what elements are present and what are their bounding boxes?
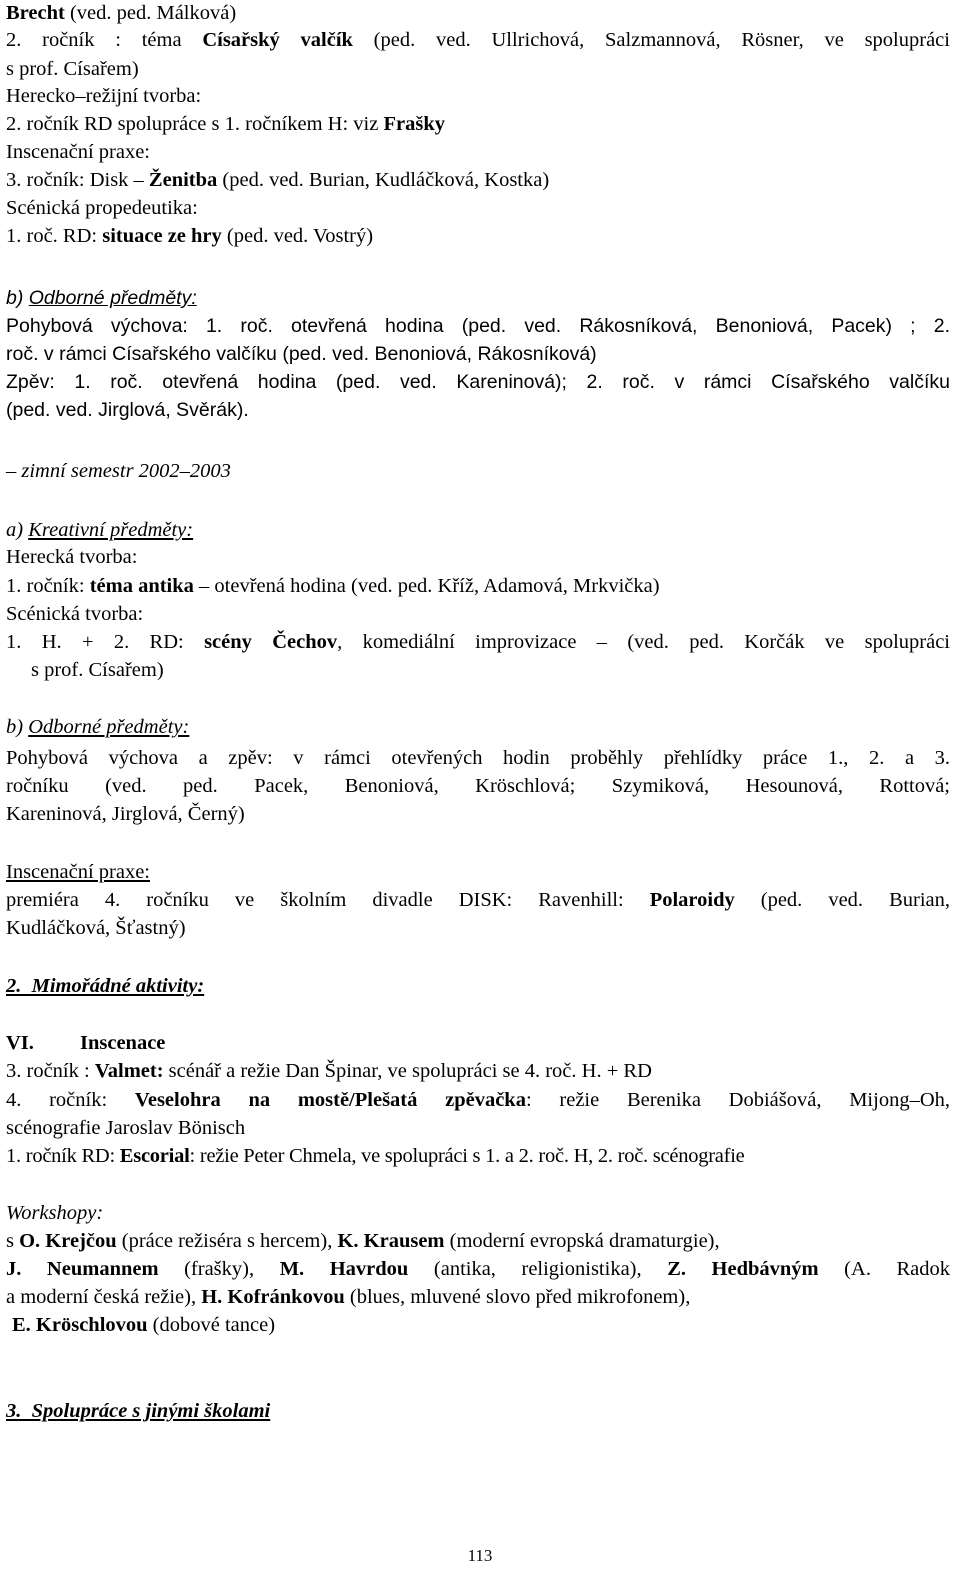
text-line: Kudláčková, Šťastný) (6, 917, 186, 939)
text-line: s prof. Císařem) (6, 58, 139, 80)
text-line: Kareninová, Jirglová, Černý) (6, 803, 245, 825)
text-line: Pohybová výchova a zpěv: v rámci otevřených hodin proběhly přehlídky práce 1., 2. a 3. (6, 747, 950, 769)
text-line: s prof. Císařem) (31, 659, 164, 681)
text-line: (ped. ved. Jirglová, Svěrák). (6, 399, 249, 421)
text-line: 4. ročník: Veselohra na mostě/Plešatá zpěvačka: režie Berenika Dobiášová, Mijong–Oh, (6, 1089, 951, 1111)
text-line: 2. ročník RD spolupráce s 1. ročníkem H: viz Frašky (6, 113, 445, 135)
text-line: Pohybová výchova: 1. roč. otevřená hodina (ped. ved. Rákosníková, Benoniová, Pacek) ; 2. (6, 315, 950, 337)
text-line: Zpěv: 1. roč. otevřená hodina (ped. ved. Kareninová); 2. roč. v rámci Císařského valčíku (6, 371, 950, 393)
text-line: E. Kröschlovou (dobové tance) (12, 1314, 276, 1336)
subsection-heading: b) Odborné předměty: (6, 287, 197, 309)
text-line: scénografie Jaroslav Bönisch (6, 1117, 246, 1139)
section-heading: VI. Inscenace (6, 1032, 166, 1054)
text-line: 1. roč. RD: situace ze hry (ped. ved. Vostrý) (6, 225, 374, 247)
text-line: roč. v rámci Císařského valčíku (ped. ved. Benoniová, Rákosníková) (6, 343, 597, 365)
text-line: 1. ročník RD: Escorial: režie Peter Chmela, ve spolupráci s 1. a 2. roč. H, 2. roč. scénografie (6, 1145, 745, 1167)
text-line: Herecko–režijní tvorba: (6, 85, 202, 107)
section-heading: 2. Mimořádné aktivity: (6, 975, 205, 997)
section-label: Scénická tvorba: (6, 603, 144, 625)
section-label: Herecká tvorba: (6, 546, 138, 568)
section-label: Inscenační praxe: (6, 141, 150, 163)
text-line: 3. ročník: Disk – Ženitba (ped. ved. Burian, Kudláčková, Kostka) (6, 169, 550, 191)
text-line: 2. ročník : téma Císařský valčík (ped. ved. Ullrichová, Salzmannová, Rösner, ve spolupráci (6, 29, 950, 51)
text-line: 1. ročník: téma antika – otevřená hodina (ved. ped. Kříž, Adamová, Mrkvička) (6, 575, 660, 597)
section-label: Scénická propedeutika: (6, 197, 198, 219)
page-number: 113 (467, 1546, 493, 1565)
text-line: a moderní česká režie), H. Kofránkovou (blues, mluvené slovo před mikrofonem), (6, 1286, 691, 1308)
text-line: ročníku (ved. ped. Pacek, Benoniová, Kröschlová; Szymiková, Hesounová, Rottová; (6, 775, 950, 797)
text-line: 3. ročník : Valmet: scénář a režie Dan Špinar, ve spolupráci se 4. roč. H. + RD (6, 1060, 652, 1082)
text-line: 1. H. + 2. RD: scény Čechov, komediální improvizace – (ved. ped. Korčák ve spolupráci (6, 631, 951, 653)
text-line: premiéra 4. ročníku ve školním divadle DISK: Ravenhill: Polaroidy (ped. ved. Burian, (6, 889, 950, 911)
text-line: s O. Krejčou (práce režiséra s hercem), K. Krausem (moderní evropská dramaturgie), (6, 1230, 720, 1252)
section-label: Workshopy: (6, 1202, 104, 1224)
text-line: Brecht (ved. ped. Málková) (6, 2, 237, 24)
subsection-heading: a) Kreativní předměty: (6, 519, 194, 541)
subsection-heading: b) Odborné předměty: (6, 716, 190, 738)
section-heading: 3. Spolupráce s jinými školami (6, 1400, 271, 1422)
section-label: Inscenační praxe: (6, 861, 150, 883)
text-line: J. Neumannem (frašky), M. Havrdou (antika, religionistika), Z. Hedbávným (A. Radok (6, 1258, 951, 1280)
semester-heading: – zimní semestr 2002–2003 (6, 460, 231, 482)
